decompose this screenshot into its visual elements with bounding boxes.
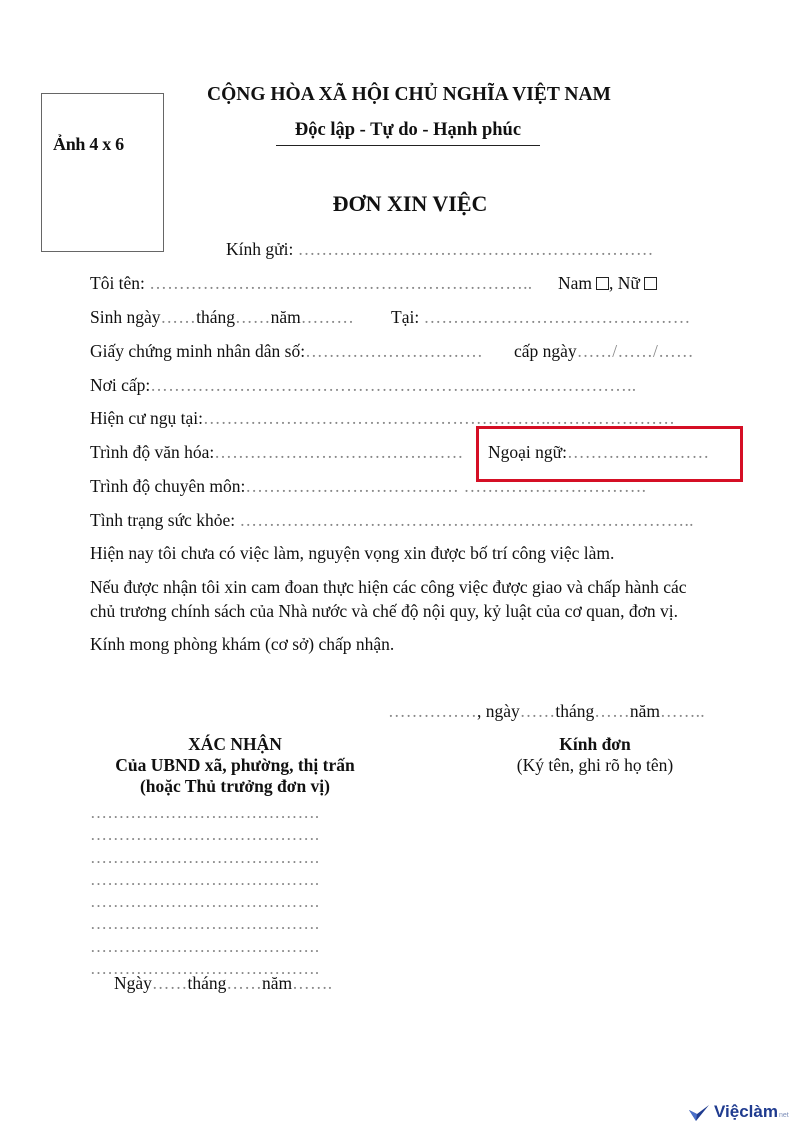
professional-label: Trình độ chuyên môn: [90,476,246,496]
education-label: Trình độ văn hóa: [90,442,215,462]
residence-label: Hiện cư ngụ tại: [90,408,203,428]
confirmation-dotted-line: …………………………………. [90,959,320,979]
health-label: Tình trạng sức khỏe: [90,510,240,530]
id-card-field[interactable] [90,340,483,362]
logo-suffix: net [778,1112,789,1119]
photo-placeholder-box [41,93,164,252]
birth-year-dots: ……… [300,307,355,327]
confirmation-date-line[interactable] [114,972,332,994]
confirmation-month-dots: …… [226,973,263,993]
education-dots: …………………………………… [214,442,464,462]
confirmation-day-label: Ngày [114,973,152,993]
confirmation-dotted-line: …………………………………. [90,803,320,822]
paragraph-employment-status: Hiện nay tôi chưa có việc làm, nguyện vọng xin được bố trí công việc làm. [90,543,615,563]
name-field[interactable] [90,272,532,294]
gender-male-label: Nam [558,273,593,293]
signing-date-line[interactable] [388,700,705,722]
id-card-dots: ………………………… [305,341,484,361]
paragraph-request: Kính mong phòng khám (cơ sở) chấp nhận. [90,634,395,654]
birth-place-field[interactable] [391,306,691,328]
issue-place-label: Nơi cấp: [90,375,151,395]
id-issue-date-field[interactable] [514,340,694,362]
confirmation-dotted-line: …………………………………. [90,892,320,912]
id-issue-date-dots: ……/……/…… [576,341,694,361]
birth-date-field[interactable] [90,306,354,328]
birth-month-dots: …… [235,307,271,327]
birth-day-label: Sinh ngày [90,307,161,327]
education-field[interactable] [90,441,464,463]
confirmation-dotted-line: …………………………………. [90,825,320,845]
motto-underline [276,145,540,146]
logo-text: Việclàm [714,1102,778,1121]
foreign-language-label: Ngoại ngữ: [488,442,567,462]
confirmation-year-label: năm [262,973,293,993]
health-dots: ………………………………………………………………….. [239,510,694,530]
residence-field[interactable] [90,407,675,429]
vieclam-logo [688,1102,789,1122]
birth-month-label: tháng [196,307,235,327]
confirmation-day-dots: …… [151,973,188,993]
signature-instruction: (Ký tên, ghi rõ họ tên) [516,755,674,775]
confirmation-subtitle-authority: Của UBND xã, phường, thị trấn [115,755,355,775]
signature-title: Kính đơn [559,734,631,754]
professional-field[interactable] [90,475,646,497]
birth-place-label: Tại: [391,307,424,327]
birth-day-dots: …… [160,307,197,327]
document-title: ĐƠN XIN VIỆC [332,191,488,216]
gender-male-checkbox[interactable] [596,277,609,290]
national-motto: Độc lập - Tự do - Hạnh phúc [294,120,522,140]
signing-day-label: , ngày [477,701,520,721]
confirmation-year-dots: ……. [292,973,333,993]
birth-year-label: năm [270,307,301,327]
confirmation-title: XÁC NHẬN [188,734,282,754]
paragraph-commitment-line-1: Nếu được nhận tôi xin cam đoan thực hiện các công việc được giao và chấp hành các [90,577,687,597]
residence-dots: …………………………………………………..………………… [203,408,676,428]
gender-female-label: , Nữ [609,273,640,293]
id-card-label: Giấy chứng minh nhân dân số: [90,341,306,361]
signing-year-dots: …….. [660,701,705,721]
birth-place-dots: ……………………………………… [423,307,691,327]
issue-place-dots: ………………………………………………...…………………….. [150,375,637,395]
confirmation-dotted-line: …………………………………. [90,847,320,867]
confirmation-block [90,734,380,797]
photo-label: Ảnh 4 x 6 [53,134,124,154]
foreign-language-field[interactable] [488,441,709,463]
confirmation-subtitle-alternative: (hoặc Thủ trưởng đơn vị) [139,776,330,796]
confirmation-dotted-line: …………………………………. [90,936,320,956]
confirmation-dotted-line: …………………………………. [90,869,320,889]
issue-place-field[interactable] [90,374,636,396]
id-issue-date-label: cấp ngày [514,341,577,361]
name-label: Tôi tên: [90,273,150,293]
signing-month-label: tháng [555,701,595,721]
confirmation-month-label: tháng [187,973,227,993]
gender-female-checkbox[interactable] [644,277,657,290]
confirmation-dotted-area[interactable] [90,802,319,980]
signing-place-dots: …………… [388,701,477,721]
name-dots: ……………………………………………………….. [149,273,533,293]
recipient-dots: …………………………………………………… [297,239,654,259]
professional-dots: ……………………………… …………………………. [245,476,647,496]
recipient-label: Kính gửi: [226,239,298,259]
signing-day-dots: …… [519,701,556,721]
gender-selector [558,272,657,294]
paragraph-commitment-line-2: chủ trương chính sách của Nhà nước và chế độ nội quy, kỷ luật của cơ quan, đơn vị. [90,601,678,621]
signature-block [480,734,710,776]
nation-title: CỘNG HÒA XÃ HỘI CHỦ NGHĨA VIỆT NAM [207,84,611,105]
signing-month-dots: …… [594,701,630,721]
foreign-language-dots: …………………… [567,442,710,462]
recipient-field[interactable] [226,238,654,260]
health-field[interactable] [90,509,694,531]
checkmark-logo-icon [688,1104,710,1122]
signing-year-label: năm [629,701,661,721]
confirmation-dotted-line: …………………………………. [90,914,320,934]
